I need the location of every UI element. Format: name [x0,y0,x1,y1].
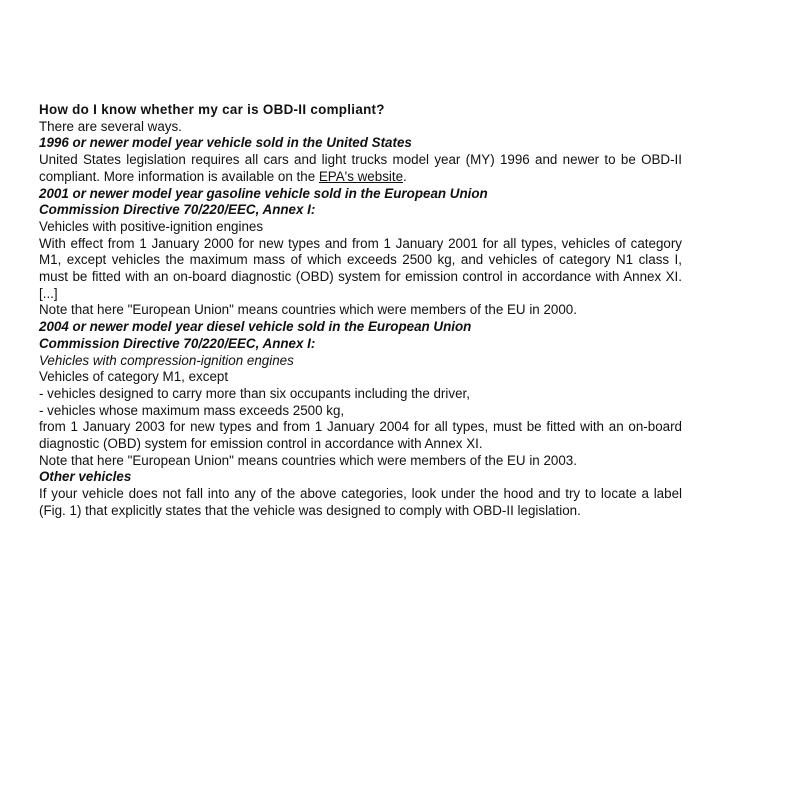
us-section-body [39,152,682,185]
eu-gasoline-body: With effect from 1 January 2000 for new types and from 1 January 2001 for all types, vehicles of category M1, except vehicles the maximum mass of which exceeds 2500 kg, and vehicles of category N1 class I, must be fitted with an on-board diagnostic (OBD) system for emission control in accordance with Annex XI. [...] [39,235,682,301]
epa-website-link[interactable]: EPA's website [318,168,404,184]
us-body-text: United States legislation requires all cars and light trucks model year (MY) 1996 and newer to be OBD-II compliant. More information is available on the [39,152,682,184]
us-body-end: . [403,168,407,184]
eu-diesel-note: Note that here "European Union" means countries which were members of the EU in 2003. [39,452,577,468]
eu-diesel-exception: - vehicles whose maximum mass exceeds 2500 kg, [39,402,345,418]
other-vehicles-body: If your vehicle does not fall into any of the above categories, look under the hood and try to locate a label (Fig. 1) that explicitly states that the vehicle was designed to comply with OBD-II legislation. [39,486,682,518]
eu-gasoline-subheading: Vehicles with positive-ignition engines [39,218,264,234]
other-vehicles-heading: Other vehicles [39,469,132,485]
eu-diesel-heading: 2004 or newer model year diesel vehicle sold in the European Union [39,319,472,335]
eu-diesel-category: Vehicles of category M1, except [39,369,229,385]
us-section-heading: 1996 or newer model year vehicle sold in the United States [39,135,412,151]
page-title: How do I know whether my car is OBD-II compliant? [39,102,385,117]
eu-diesel-directive: Commission Directive 70/220/EEC, Annex I: [39,335,316,351]
intro-text: There are several ways. [39,118,182,134]
eu-gasoline-directive: Commission Directive 70/220/EEC, Annex I: [39,202,316,218]
eu-diesel-exception: - vehicles designed to carry more than six occupants including the driver, [39,385,470,401]
document-body [39,102,682,520]
eu-gasoline-note: Note that here "European Union" means countries which were members of the EU in 2000. [39,302,577,318]
eu-diesel-body: from 1 January 2003 for new types and from 1 January 2004 for all types, must be fitted with an on-board diagnostic (OBD) system for emission control in accordance with Annex XI. [39,419,682,452]
eu-gasoline-heading: 2001 or newer model year gasoline vehicle sold in the European Union [39,185,488,201]
eu-diesel-subheading: Vehicles with compression-ignition engines [39,352,294,368]
